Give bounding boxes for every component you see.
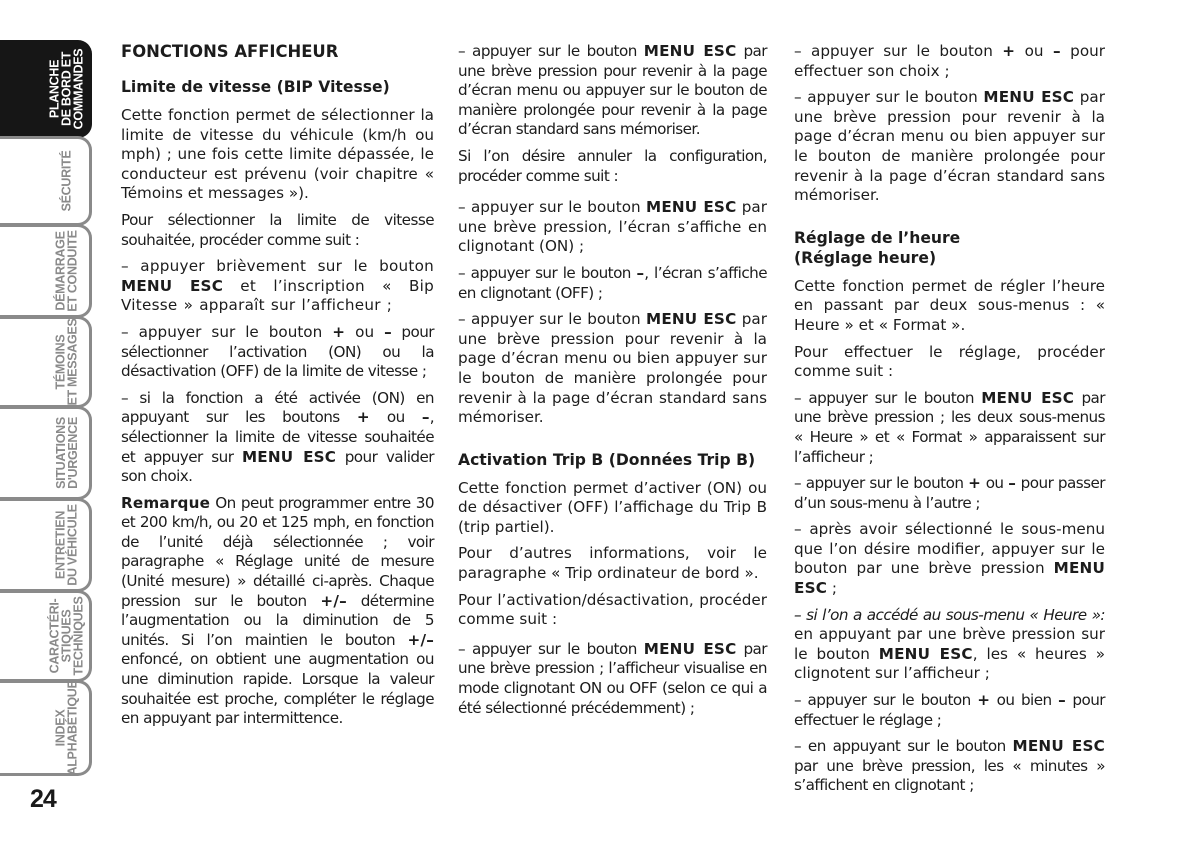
instruction-step: – en appuyant sur le bouton MENU ESC par une brève pression, les « minutes » s’affichent en clignotant ;: [794, 737, 1105, 795]
menu-esc-label: MENU ESC: [878, 644, 973, 663]
plus-symbol: +: [332, 322, 346, 341]
tab-securite[interactable]: [0, 136, 92, 226]
instruction-step: – appuyer brièvement sur le bouton MENU ESC et l’inscription « Bip Vitesse » apparaît sur l’afficheur ;: [121, 257, 434, 315]
minus-symbol: –: [1058, 691, 1066, 710]
note-paragraph: Remarque On peut programmer entre 30 et 200 km/h, ou 20 et 125 mph, en fonction de l’unité déjà sélectionnée ; voir paragraphe « Réglage unité de mesure (Unité mesure) » détaillé ci-après. Chaque pression sur le bouton +/– détermine l’augmentation ou la diminution de 5 unités. Si l’on maintien le bouton +/– enfoncé, on obtient une augmentation ou une diminution rapide. Lorsque la valeur souhaitée est proche, compléter le réglage en appuyant par intermittence.: [121, 493, 434, 728]
paragraph: Pour l’activation/désactivation, procéder comme suit :: [458, 590, 767, 629]
minus-symbol: –: [421, 408, 430, 427]
tab-label: PLANCHE DE BORD ET COMMANDES: [47, 48, 86, 130]
page-number: 24: [30, 785, 56, 813]
column-3: [794, 42, 1105, 803]
paragraph: Pour d’autres informations, voir le paragraphe « Trip ordinateur de bord ».: [458, 544, 767, 583]
minus-symbol: –: [636, 263, 645, 282]
tab-caracteristiques[interactable]: [0, 590, 92, 682]
column-2: [458, 42, 767, 725]
instruction-step: – appuyer sur le bouton + ou – pour passer d’un sous-menu à l’autre ;: [794, 474, 1105, 512]
minus-symbol: –: [384, 322, 392, 341]
column-1: [121, 42, 434, 736]
tab-planche-de-bord[interactable]: [0, 40, 92, 138]
tab-index[interactable]: [0, 680, 92, 776]
instruction-step: – appuyer sur le bouton MENU ESC par une brève pression ; les deux sous-menus « Heure » et « Format » apparaissent sur l’afficheur ;: [794, 388, 1105, 466]
paragraph: Si l’on désire annuler la configuration, procéder comme suit :: [458, 146, 767, 185]
instruction-step: – appuyer sur le bouton MENU ESC par une brève pression pour revenir à la page d’écran menu ou bien appuyer sur le bouton de manière prolongée pour revenir à la page d’écran standard sans mémoriser.: [794, 88, 1105, 205]
subsection-heading: Limite de vitesse (BIP Vitesse): [121, 78, 390, 96]
plus-minus-symbol: +/–: [320, 591, 347, 610]
subsection-heading: Activation Trip B (Données Trip B): [458, 450, 756, 469]
instruction-step: – appuyer sur le bouton MENU ESC par une brève pression, l’écran s’affiche en clignotant (ON) ;: [458, 198, 767, 256]
note-label: Remarque: [121, 493, 211, 512]
tab-temoins[interactable]: [0, 316, 92, 408]
menu-esc-label: MENU ESC: [794, 559, 1105, 598]
menu-esc-label: MENU ESC: [981, 388, 1075, 407]
plus-symbol: +: [356, 408, 370, 427]
paragraph: Cette fonction permet de régler l’heure en passant par deux sous-menus : « Heure » et « Format ».: [794, 276, 1105, 334]
instruction-step: – appuyer sur le bouton MENU ESC par une brève pression pour revenir à la page d’écran menu ou bien appuyer sur le bouton de manière prolongée pour revenir à la page d’écran standard sans mémoriser.: [458, 310, 767, 427]
subsection-heading: Réglage de l’heure (Réglage heure): [794, 228, 961, 267]
paragraph: Pour effectuer le réglage, procéder comme suit :: [794, 342, 1105, 381]
instruction-step: – appuyer sur le bouton + ou – pour sélectionner l’activation (ON) ou la désactivation (OFF) de la limite de vitesse ;: [121, 322, 434, 381]
tab-label: CARACTÉRI- STIQUES TECHNIQUES: [47, 596, 86, 676]
instruction-step: – appuyer sur le bouton –, l’écran s’affiche en clignotant (OFF) ;: [458, 263, 767, 302]
menu-esc-label: MENU ESC: [241, 447, 337, 466]
plus-minus-symbol: +/–: [407, 630, 434, 649]
tab-label: SÉCURITÉ: [59, 150, 74, 212]
menu-esc-label: MENU ESC: [1012, 737, 1105, 756]
minus-symbol: –: [1052, 42, 1061, 60]
section-title: FONCTIONS AFFICHEUR: [121, 42, 339, 61]
plus-symbol: +: [968, 474, 982, 493]
tab-label: SITUATIONS D'URGENCE: [53, 417, 80, 489]
paragraph: Pour sélectionner la limite de vitesse souhaitée, procéder comme suit :: [121, 210, 434, 249]
tab-label: DÉMARRAGE ET CONDUITE: [53, 230, 80, 312]
instruction-step: – après avoir sélectionné le sous-menu que l’on désire modifier, appuyer sur le bouton par une brève pression MENU ESC ;: [794, 520, 1105, 598]
menu-esc-label: MENU ESC: [983, 88, 1075, 107]
tab-label: ENTRETIEN DU VÉHICULE: [53, 504, 80, 586]
menu-esc-label: MENU ESC: [646, 198, 737, 217]
tab-demarrage[interactable]: [0, 224, 92, 318]
menu-esc-label: MENU ESC: [646, 310, 737, 329]
paragraph: Cette fonction permet de sélectionner la limite de vitesse du véhicule (km/h ou mph) ; une fois cette limite dépassée, le conducteur est prévenu (voir chapitre « Témoins et messages »).: [121, 106, 434, 203]
instruction-step: – appuyer sur le bouton MENU ESC par une brève pression pour revenir à la page d’écran menu ou appuyer sur le bouton de manière prolongée pour revenir à la page d’écran standard sans mémoriser.: [458, 42, 767, 139]
minus-symbol: –: [1008, 474, 1016, 493]
menu-esc-label: MENU ESC: [121, 276, 224, 295]
plus-symbol: +: [1002, 42, 1016, 60]
tab-entretien[interactable]: [0, 498, 92, 592]
plus-symbol: +: [977, 691, 991, 710]
menu-esc-label: MENU ESC: [643, 639, 737, 658]
instruction-step: – si l’on a accédé au sous-menu « Heure »: en appuyant par une brève pression sur le bouton MENU ESC, les « heures » clignotent sur l’afficheur ;: [794, 605, 1105, 683]
instruction-step: – appuyer sur le bouton + ou bien – pour effectuer le réglage ;: [794, 691, 1105, 729]
tab-situations-urgence[interactable]: [0, 406, 92, 500]
tab-label: TÉMOINS ET MESSAGES: [53, 318, 80, 406]
menu-esc-label: MENU ESC: [643, 42, 737, 60]
tab-label: INDEX ALPHABÉTIQUE: [53, 680, 80, 776]
instruction-step: – appuyer sur le bouton + ou – pour effectuer son choix ;: [794, 42, 1105, 80]
instruction-step: – appuyer sur le bouton MENU ESC par une brève pression ; l’afficheur visualise en mode clignotant ON ou OFF (selon ce qui a été sélectionné précédemment) ;: [458, 639, 767, 717]
paragraph: Cette fonction permet d’activer (ON) ou de désactiver (OFF) l’affichage du Trip B (trip partiel).: [458, 478, 767, 536]
instruction-step: – si la fonction a été activée (ON) en appuyant sur les boutons + ou –, sélectionner la limite de vitesse souhaitée et appuyer sur MENU ESC pour valider son choix.: [121, 388, 434, 486]
